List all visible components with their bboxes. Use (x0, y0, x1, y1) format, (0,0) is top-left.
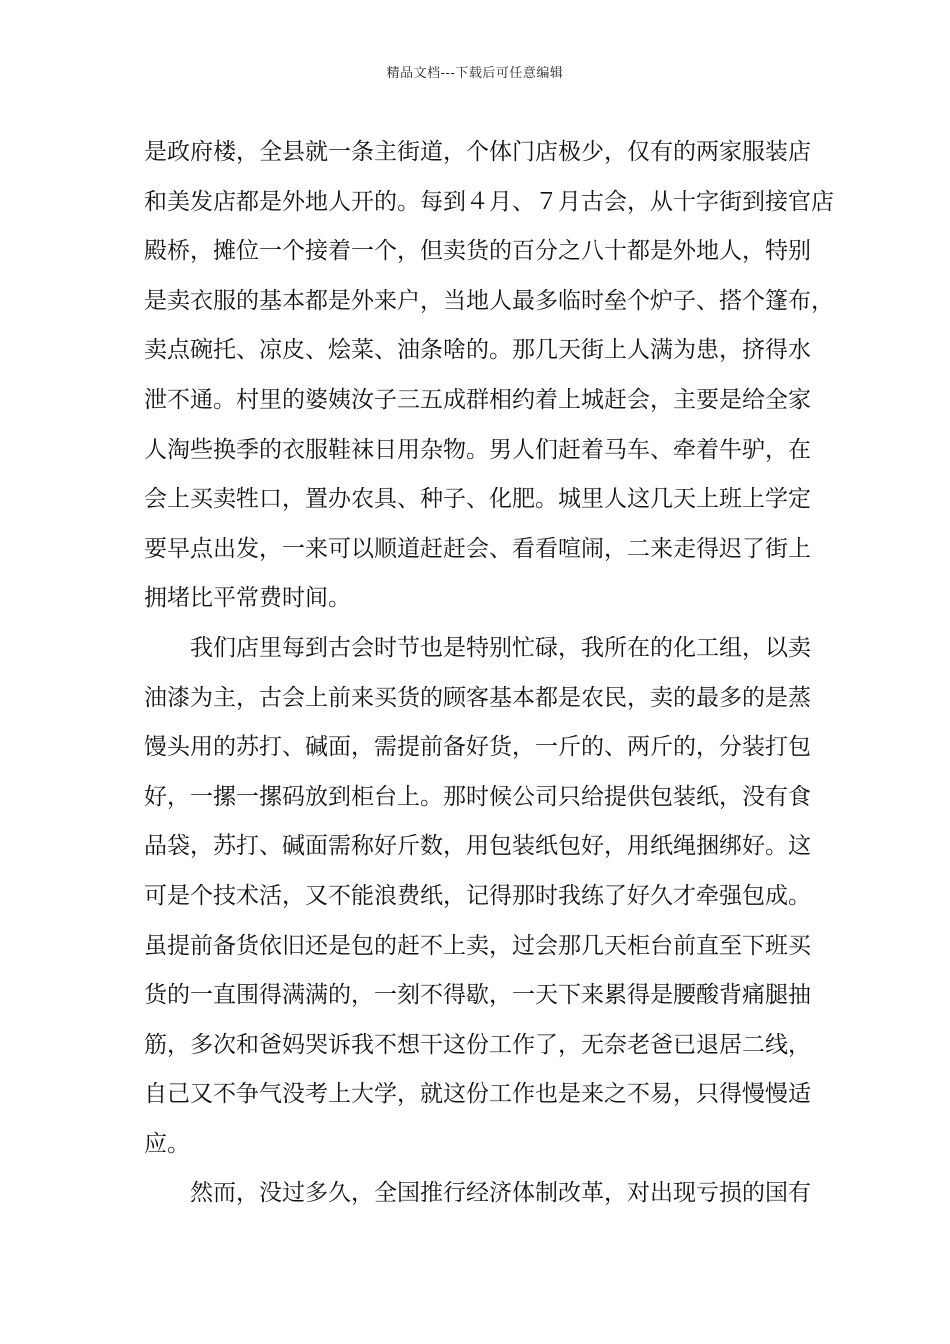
text-line: 自己又不争气没考上大学，就这份工作也是来之不易，只得慢慢适 (144, 1081, 811, 1108)
text-line: 应。 (144, 1130, 190, 1157)
text-line: 是政府楼，全县就一条主街道，个体门店极少，仅有的两家服装店 (144, 139, 811, 165)
text-line: 筋，多次和爸妈哭诉我不想干这份工作了，无奈老爸已退居二线， (144, 1031, 811, 1058)
text-line: 油漆为主，古会上前来买货的顾客基本都是农民，卖的最多的是蒸 (144, 684, 811, 711)
text-line: 泄不通。村里的婆姨汝子三五成群相约着上城赶会，主要是给全家 (144, 386, 811, 413)
paragraph-start-line: 然而，没过多久，全国推行经济体制改革，对出现亏损的国有 (144, 1180, 811, 1207)
text-line: 可是个技术活，又不能浪费纸，记得那时我练了好久才牵强包成。 (144, 882, 811, 909)
text-line: 是卖衣服的基本都是外来户，当地人最多临时垒个炉子、搭个篷布， (144, 287, 834, 314)
text-line: 会上买卖牲口，置办农具、种子、化肥。城里人这几天上班上学定 (144, 486, 811, 513)
document-body (144, 128, 834, 1219)
text-line: 拥堵比平常费时间。 (144, 585, 351, 612)
text-line: 好，一摞一摞码放到柜台上。那时候公司只给提供包装纸，没有食 (144, 783, 811, 810)
page-header: 精品文档---下载后可任意编辑 (386, 66, 564, 81)
text-line: 和美发店都是外地人开的。每到４月、７月古会，从十字街到接官店 (144, 188, 834, 215)
text-line: 要早点出发，一来可以顺道赶赶会、看看喧闹，二来走得迟了街上 (144, 535, 811, 562)
text-line: 卖点碗托、凉皮、烩菜、油条啥的。那几天街上人满为患，挤得水 (144, 337, 811, 364)
text-line: 虽提前备货依旧还是包的赶不上卖，过会那几天柜台前直至下班买 (144, 932, 811, 959)
text-line: 人淘些换季的衣服鞋袜日用杂物。男人们赶着马车、牵着牛驴，在 (144, 436, 811, 463)
text-line: 品袋，苏打、碱面需称好斤数，用包装纸包好，用纸绳捆绑好。这 (144, 833, 811, 860)
paragraph-start-line: 我们店里每到古会时节也是特别忙碌，我所在的化工组，以卖 (144, 634, 811, 661)
text-line: 馒头用的苏打、碱面，需提前备好货，一斤的、两斤的，分装打包 (144, 734, 811, 761)
text-line: 货的一直围得满满的，一刻不得歇，一天下来累得是腰酸背痛腿抽 (144, 982, 811, 1009)
text-line: 殿桥，摊位一个接着一个，但卖货的百分之八十都是外地人，特别 (144, 238, 811, 265)
